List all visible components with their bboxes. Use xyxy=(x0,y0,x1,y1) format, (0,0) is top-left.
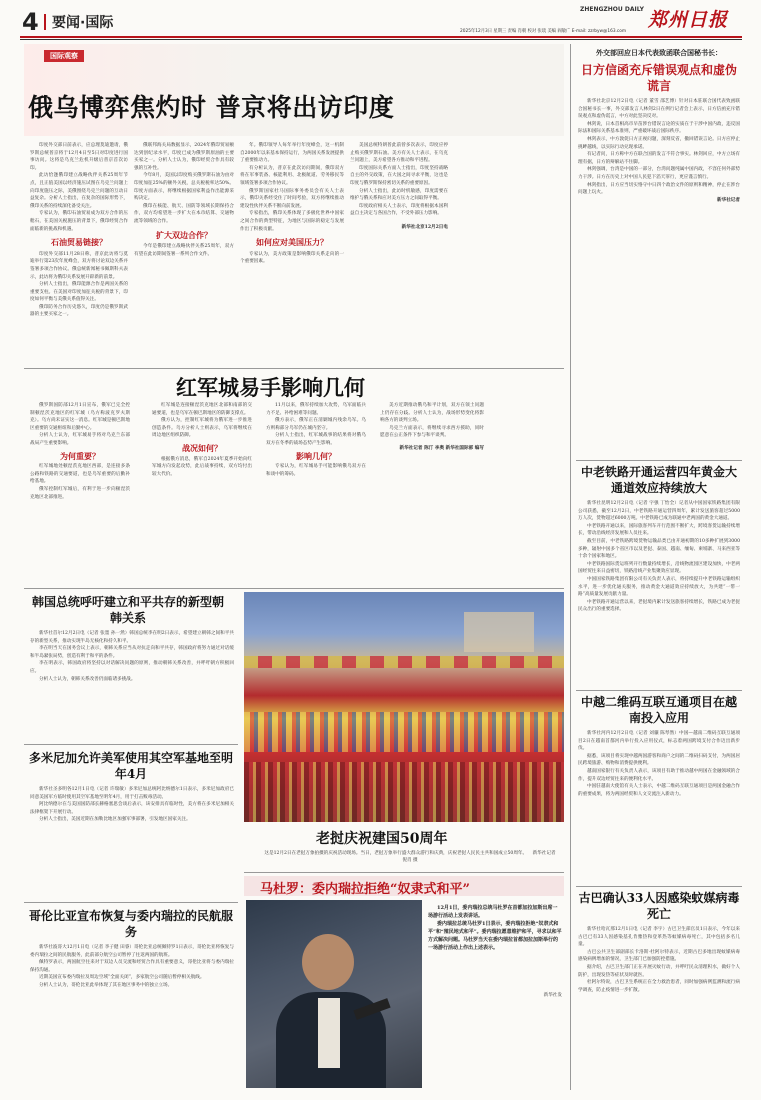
ruble-col2-text: 红军城是连接顿涅茨克地区北部和南部的交通要道，也是乌军在顿巴斯地区的防御支撑点。 俄方认为，控制红军城将为俄军进一步推进创造条件。乌方分析人士则表示，乌军将继续在周边地区组织防御。 xyxy=(152,403,252,439)
red-army-col-3 xyxy=(266,402,366,582)
qr-code-body: 新华社河内12月2日电（记者 刘骧 陈琴然）中国—越南二维码互联互通项目2日在越南首都河内举行投入应用仪式，标志着两国跨境支付合作迈出新步伐。 据悉，该项目将实现中越两国游客和商户之间的二维码扫码支付，为两国居民跨境旅游、购物和消费提供便利。 越南国家银行有关负责人表示，该项目有助于推动越中两国在金融领域的合作，提升双边经贸往来的便利化水平。 中国驻越南大使馆有关人士表示，中越二维码互联互通项目是两国金融合作的重要成果，将为两国经贸和人文交流注入新动力。 xyxy=(578,731,740,797)
maduro-caption-text: 委内瑞拉总统马杜罗1日表示，委内瑞拉拒绝“奴隶式和平”和“殖民地式和平”。委内瑞拉愿意维护和平，寻求以和平方式解决问题。马杜罗当天在委内瑞拉首都加拉加斯举行的一场游行活动上作出上述表示。 xyxy=(428,921,562,951)
cuba-headline-text: 古巴确认33人因感染蚊媒病毒死亡 xyxy=(578,891,740,921)
japan-headline-text: 日方信函充斥错误观点和虚伪谎言 xyxy=(580,63,737,93)
colombia-body: 新华社波哥大12月1日电（记者 李子健 田睿）哥伦比亚总统佩特罗1日表示，哥伦比亚将恢复与委内瑞拉之间的民航服务，此前部分航空公司暂停了往返两国的航班。 佩特罗表示，两国航空往来对于双边人员交流和经贸合作具有重要意义，哥伦比亚将与委内瑞拉保持沟通。 近期美国宣布委内瑞拉及周边空域“全面关闭”，多家航空公司随后暂停相关航线。 分析人士认为，哥伦比亚此举体现了其在地区事务中的独立立场。 xyxy=(30,945,234,988)
tag-label: 国际观察 xyxy=(44,50,84,62)
maduro-credit: 新华社发 xyxy=(543,993,562,998)
maduro-caption-bold: 12月1日，委内瑞拉总统马杜罗在首都加拉加斯出席一场游行活动上发表讲话。 xyxy=(428,905,558,919)
lead-byline: 新华社北京12月2日电 xyxy=(401,224,448,230)
japan-body: 新华社北京12月2日电（记者 董雪 邵艺博）针对日本驻联合国代表致函联合国秘书长一事，外交部发言人林剑2日在例行记者会上表示，日方信函充斥错误观点和虚伪谎言，中方对此坚决反对。 林剑说，日本首相高市早苗涉台错误言论的实质在于干涉中国内政，违反国际法和国际关系基本准则，严重破坏战后国际秩序。 林剑表示，中方敦促日方正视问题，深刻反省，撤回错误言论。日方应停止挑衅越线，以实际行动兑现承诺。 有记者问，日方称中方在联合国的发言不符合事实。林剑回应，中方立场有理有据，日方的辩解站不住脚。 林剑强调，台湾是中国的一部分，台湾问题纯属中国内政，不容任何外部势力干涉。日方在历史上对中国人民犯下滔天罪行，更应谨言慎行。 林剑指出，日方应当切实恪守中日四个政治文件的原则和精神，停止在涉台问题上玩火。 新华社记者 xyxy=(578,99,740,203)
korea-headline xyxy=(28,594,228,626)
japan-headline xyxy=(578,62,740,94)
lead-col1-text: 印度外交部日前表示，应总理莫迪邀请，俄罗斯总统普京将于12月4日至5日对印度进行国事访问。这将是乌克兰危机升级后普京首次访印。 此访恰逢俄印建立战略伙伴关系25周年节点，且正值美国以经济施压试图在乌克兰问题上向印度施压之际，美俄围绕乌克兰问题的互动日益复杂。分析人士指出，在复杂的国际形势下，俄印关系的持续深化备受关注。 专家认为，俄印石油贸易成为双方合作的压舱石，在美国关税施压的背景下，俄印经贸合作面临新的挑战和机遇。 xyxy=(30,143,128,232)
maduro-headline: 马杜罗：委内瑞拉拒绝“奴隶式和平” xyxy=(260,882,470,897)
laos-railway-headline-text: 中老铁路开通运营四年黄金大通道效应持续放大 xyxy=(580,465,737,495)
lead-col3b-text: 专家认为，美方政策是影响俄印关系走向的一个重要因素。 xyxy=(240,251,344,265)
red-army-col-4 xyxy=(380,402,484,582)
korea-headline-text: 韩国总统呼吁建立和平共存的新型朝韩关系 xyxy=(31,595,224,625)
red-army-col-1 xyxy=(30,402,130,582)
section-title: 要闻·国际 xyxy=(52,15,114,31)
lead-col1b-text: 印度外交部11月28日称，普京此访将与莫迪举行第23次年度峰会，双方将讨论双边关系并签署多项合作协议。俄总统新闻秘书佩斯科夫表示，此访将为俄印关系发展开辟新的前景。 分析人士指出，俄印能源合作是两国关系的重要支柱。在美国对印度加征关税的背景下，印度如何平衡与美俄关系值得关注。 俄印防务合作历史悠久，印度仍是俄罗斯武器的主要买家之一。 xyxy=(30,251,128,318)
lead-headline: 俄乌博弈焦灼时 普京将出访印度 xyxy=(28,93,395,122)
red-army-city-headline: 红军城易手影响几何 xyxy=(176,375,365,400)
lead-subhead-3: 如何应对美国压力？ xyxy=(256,237,328,248)
ruble-subhead-2: 战况如何？ xyxy=(182,442,222,453)
date-line: 2025年12月3日 星期三 责编 肖朝 校对 张琰 美编 阎敏广 E-mail: zzrbyw@163.com xyxy=(460,29,627,34)
japan-byline: 新华社记者 xyxy=(717,197,740,203)
laos-caption-text: 这是12月2日在老挝万象拍摄的庆祝活动现场。当日，老挝万象举行盛大群众游行和庆典，庆祝老挝人民民主共和国成立50周年。 xyxy=(264,851,528,856)
laos-caption-credit: 新华社记者 倪肖 摄 xyxy=(402,851,556,863)
lead-subhead-1: 石油贸易链接？ xyxy=(51,237,107,248)
paper-name-en: ZHENGZHOU DAILY xyxy=(580,6,644,13)
colombia-headline-text: 哥伦比亚宣布恢复与委内瑞拉的民航服务 xyxy=(28,909,233,939)
lead-subhead-2: 扩大双边合作？ xyxy=(156,229,212,240)
ruble-subhead-1: 为何重要？ xyxy=(60,450,100,461)
ruble-col1b-text: 红军城地处顿涅茨克地区西部，是连接多条公路和铁路的交通要道，也是乌军重要的后勤补给基地。 俄军控制红军城后，有利于进一步向顿涅茨克地区北部推进。 xyxy=(30,464,130,500)
lead-col4-text: 美国总统特朗普此前曾多次表示，印度应停止购买俄罗斯石油。美方有关人士表示，在乌克兰问题上，美方希望各方推动和平进程。 印度国际关系方面人士指出，印度坚持战略自主的外交政策，在大国之间寻求平衡，这也是印度与俄罗斯保持密切关系的重要原因。 分析人士指出，此访时机敏感，印度需要在维护与俄关系和应对美方压力之间取得平衡。 印度政府相关人士表示，印度将根据本国利益自主决定与各国合作，不受外部压力影响。 xyxy=(350,143,448,217)
colombia-headline xyxy=(28,908,234,940)
qr-code-headline-text: 中越二维码互联互通项目在越南投入应用 xyxy=(580,695,737,725)
ruble-col1-text: 俄罗斯国防部12月1日宣布，俄军已完全控制顿涅茨克地区的红军城（乌方称波克罗夫斯克）。乌方尚未证实这一消息。红军城是顿巴斯地区重要的交通枢纽和后勤中心。 分析人士认为，红军城易手将对乌克兰东部战局产生重要影响。 xyxy=(30,403,130,446)
dominican-headline xyxy=(28,750,234,782)
maduro-caption xyxy=(428,904,562,998)
laos-photo-headline: 老挝庆祝建国50周年 xyxy=(316,831,448,847)
laos-railway-body: 新华社昆明12月2日电（记者 字强 丁怡全）记者从中国国家铁路集团有限公司获悉，截至12月2日，中老铁路开通运营四周年，累计发送旅客超过5000万人次，货物超过6000万吨。中老铁路已成为联通中老两国的黄金大通道。 中老铁路开通以来，国际旅客列车开行范围不断扩大，跨境客货运输持续增长，带动沿线经济发展和人员往来。 截至目前，中老铁路跨境货物运输品类已由开通初期的10多种扩展到3000多种，辐射中国多个省区市以及老挝、泰国、越南、缅甸、柬埔寨、马来西亚等十余个国家和地区。 中老铁路国际货运班列开行数量持续增长，沿线物流园区建设加快，中老两国经贸往来日益密切，铁路沿线产业集聚效应显现。 中国国家铁路集团有限公司有关负责人表示，将持续提升中老铁路运输组织水平，进一步优化通关服务，推动黄金大通道效应持续放大，为共建“一带一路”高质量发展贡献力量。 中老铁路开通运营以来，老挝境内累计发送旅客持续增长，铁路已成为老挝民众出行的重要选择。 xyxy=(578,501,740,613)
masthead xyxy=(0,0,761,40)
lead-header xyxy=(24,44,564,136)
laos-photo-caption xyxy=(262,850,558,864)
dominican-body: 新华社圣多明各12月1日电（记者 许瑞敏）多米尼加总统阿比纳德尔1日表示，多米尼加政府已同意美国军方临时使用其空军基地至明年4月，用于打击贩毒活动。 阿比纳德尔在与美国国防部长赫格塞思会谈后表示，该安排具有临时性，美方将在多米尼加相关法律框架下开展行动。 分析人士指出，美国近期在加勒比地区加强军事部署，引发地区国家关注。 xyxy=(30,787,234,823)
cuba-body: 新华社哈瓦那12月1日电（记者 李宇）古巴卫生部官员1日表示，今年以来古巴已有33人因感染基孔肯雅热和登革热等蚊媒病毒死亡，其中包括多名儿童。 古巴公共卫生部副部长卡洛斯·杜阿尔特表示，近期古巴多地出现蚊媒病毒感染病例增加的情况，卫生部门已加强防控措施。 据介绍，古巴卫生部门正在开展灭蚊行动，并呼吁民众清理积水，做好个人防护，出现发热等症状及时就医。 杜阿尔特说，古巴卫生系统正在全力救治患者，同时加强病例监测和流行病学调查，防止疫情进一步扩散。 xyxy=(578,927,740,993)
lead-col2b-text: 今年是俄印建立战略伙伴关系25周年，双方有望在此访期间签署一系列合作文件。 xyxy=(134,244,234,257)
cuba-headline xyxy=(578,890,740,922)
paper-logo: 郑州日报 xyxy=(648,9,729,31)
lead-col3-text: 年。俄印领导人每年举行年度峰会，这一机制自2000年以来基本保持运行，为两国关系发展提供了重要推动力。 有分析认为，普京在此次访问期间，俄印双方将在军事装备、核能利用、北极航道、劳务移民等领域签署多项合作协议。 俄罗斯国家杜马国际事务委员会有关人士表示，俄印关系经受住了时间考验，双方将继续推动建设性伙伴关系不断向前发展。 专家指出，俄印关系体现了多极化世界中国家之间合作的典型特征，为地区与国际的稳定与发展作出了积极贡献。 xyxy=(240,143,344,232)
red-army-col-2 xyxy=(152,402,252,582)
laos-celebration-photo xyxy=(244,592,564,822)
page-number: 4 xyxy=(22,8,39,36)
qr-code-headline xyxy=(578,694,740,726)
maduro-photo xyxy=(246,900,422,1088)
korea-body: 新华社首尔12月2日电（记者 张墨 孙一然）韩国总统李在明2日表示，希望建立朝韩之间和平共存的新型关系，推动实现半岛无核化和持久和平。 李在明当天在国务会议上表示，朝韩关系应当从对抗走向和平共存，韩国政府将努力通过对话缓和半岛紧张局势，创造有利于和平的条件。 李在明表示，韩国政府将坚持以对话解决问题的原则，推动朝韩关系改善，并呼吁朝方积极回应。 分析人士认为，朝韩关系改善仍面临诸多挑战。 xyxy=(30,631,234,682)
ruble-col4-text: 美方近期推动俄乌和平计划，双方在领土问题上仍存在分歧。分析人士认为，战场形势变化将影响各方的谈判立场。 乌克兰方面表示，将继续寻求西方援助，同时愿意在公正条件下参与和平谈判。 xyxy=(380,403,484,439)
lead-col2-text: 俄联邦海关局数据显示，2024年俄印贸易额达到创纪录水平，印度已成为俄罗斯原油的主要买家之一。分析人士认为，俄印经贸合作具有较强的互补性。 今年8月，美国以印度购买俄罗斯石油为由对印度加征25%的额外关税，总关税税率达50%。印度方面表示，将继续根据国家利益作出能源采购决定。 俄印在核能、航天、国防等领域长期保持合作，双方均希望进一步扩大在本币结算、交通物流等领域的合作。 xyxy=(134,143,234,224)
ruble-byline: 新华社记者 陈汀 李奥 新华社国际部 编写 xyxy=(399,445,484,451)
laos-railway-headline xyxy=(578,464,740,496)
dominican-headline-text: 多米尼加允许美军使用其空军基地至明年4月 xyxy=(28,751,233,781)
maduro-headline-bar xyxy=(244,876,564,896)
ruble-col2b-text: 根据俄方消息，俄军自2024年夏季开始向红军城方向发起攻势，此后战事持续，双方均付出较大代价。 xyxy=(152,456,252,477)
ruble-col3b-text: 专家认为，红军城易手可能影响俄乌双方在和谈中的筹码。 xyxy=(266,464,366,477)
ruble-subhead-3: 影响几何？ xyxy=(296,450,336,461)
ruble-col3-text: 11月以来，俄军持续加大攻势，乌军面临兵力不足、补给困难等问题。 俄方表示，俄军正在清剿城内残余乌军。乌方则称部分乌军仍在城内坚守。 分析人士指出，红军城战事的结果将对俄乌双方在冬季的战场态势产生影响。 xyxy=(266,403,366,446)
japan-kicker: 外交部回应日本代表致函联合国秘书长： xyxy=(596,48,722,57)
